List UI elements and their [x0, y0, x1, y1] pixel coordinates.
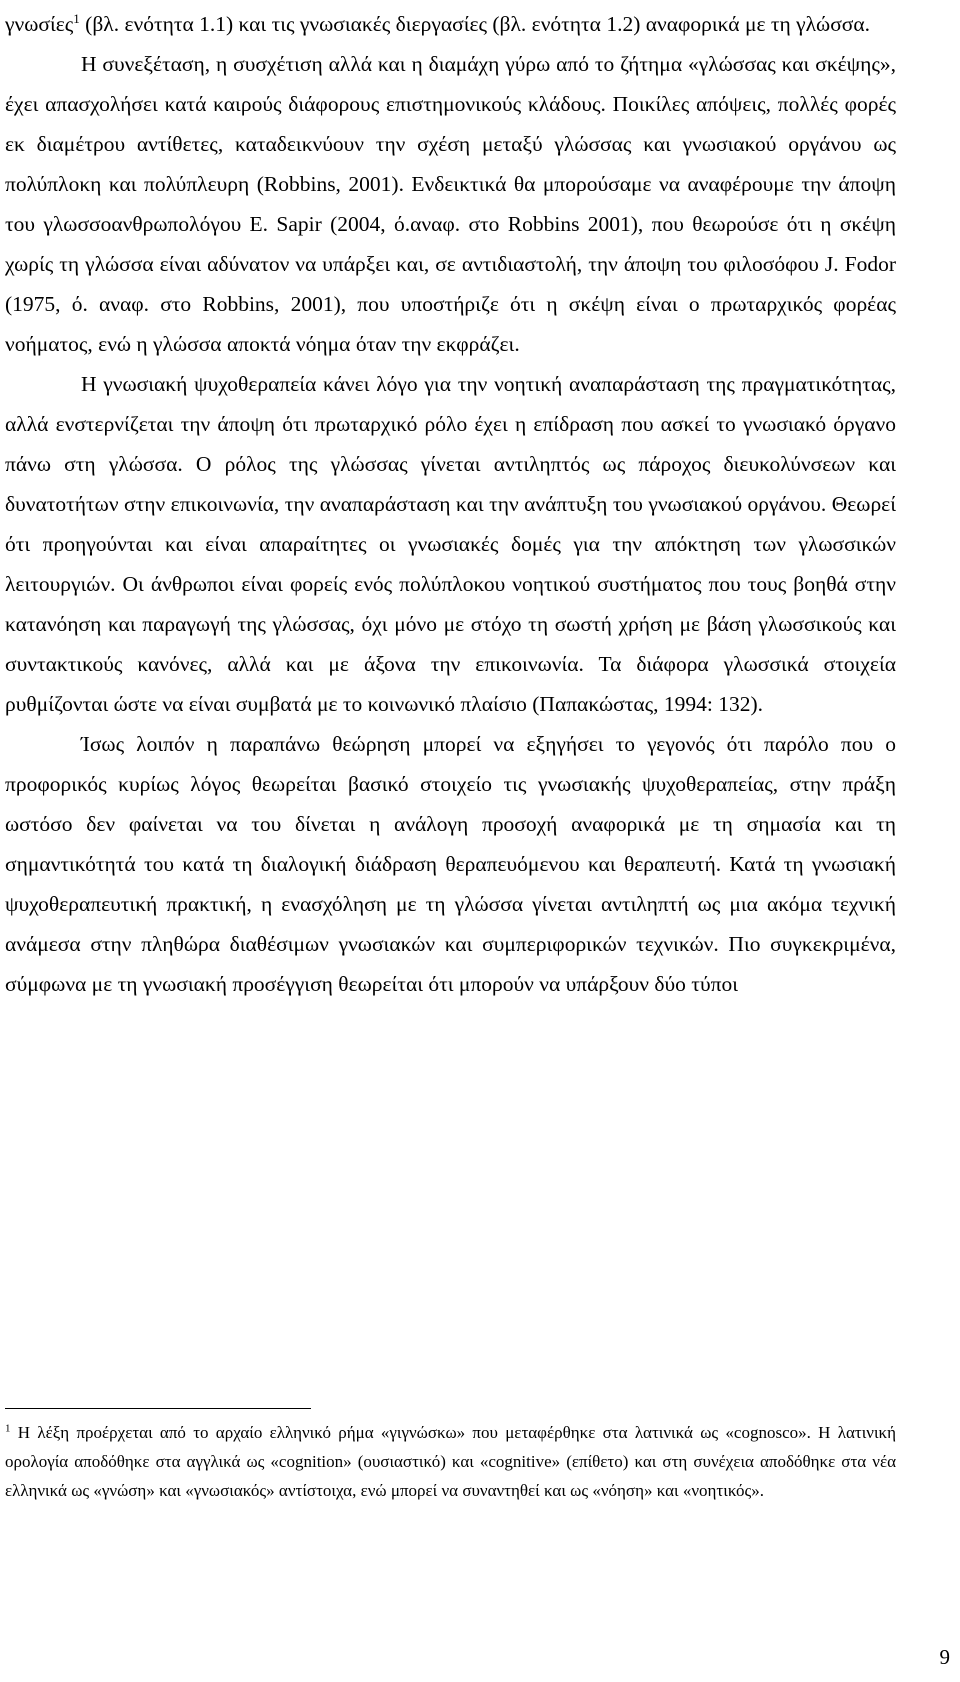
paragraph-text: (βλ. ενότητα 1.1) και τις γνωσιακές διεργασίες (βλ. ενότητα 1.2) αναφορικά με τη γλώσσα.	[79, 12, 871, 36]
paragraph-language-and-thought: Η συνεξέταση, η συσχέτιση αλλά και η διαμάχη γύρω από το ζήτημα «γλώσσας και σκέψης», έχει απασχολήσει κατά καιρούς διάφορους επιστημονικούς κλάδους. Ποικίλες απόψεις, πολλές φορές εκ διαμέτρου αντίθετες, καταδεικνύουν την σχέση μεταξύ γλώσσας και γνωσιακού οργάνου ως πολύπλοκη και πολύπλευρη (Robbins, 2001). Ενδεικτικά θα μπορούσαμε να αναφέρουμε την άποψη του γλωσσοανθρωπολόγου E. Sapir (2004, ό.αναφ. στο Robbins 2001), που θεωρούσε ότι η σκέψη χωρίς τη γλώσσα είναι αδύνατον να υπάρξει και, σε αντιδιαστολή, την άποψη του φιλοσόφου J. Fodor (1975, ό. αναφ. στο Robbins, 2001), που υποστήριζε ότι η σκέψη είναι ο πρωταρχικός φορέας νοήματος, ενώ η γλώσσα αποκτά νόημα όταν την εκφράζει.	[5, 52, 896, 356]
footnote-separator	[5, 1408, 311, 1409]
footnote-marker: 1	[5, 1422, 11, 1435]
paragraph-oral-discourse: Ίσως λοιπόν η παραπάνω θεώρηση μπορεί να εξηγήσει το γεγονός ότι παρόλο που ο προφορικός κυρίως λόγος θεωρείται βασικό στοιχείο τις γνωσιακής ψυχοθεραπείας, στην πράξη ωστόσο δεν φαίνεται να του δίνεται η ανάλογη προσοχή αναφορικά με τη σημασία και τη σημαντικότητά του κατά τη διαλογική διάδραση θεραπευόμενου και θεραπευτή. Κατά τη γνωσιακή ψυχοθεραπευτική πρακτική, η ενασχόληση με τη γλώσσα γίνεται αντιληπτή ως μια ακόμα τεχνική ανάμεσα στην πληθώρα διαθέσιμων γνωσιακών και συμπεριφορικών τεχνικών. Πιο συγκεκριμένα, σύμφωνα με τη γνωσιακή προσέγγιση θεωρείται ότι μπορούν να υπάρξουν δύο τύποι	[5, 732, 896, 996]
page-number: 9	[939, 1645, 950, 1669]
footnote-reference[interactable]: 1	[73, 10, 80, 26]
paragraph-text: γνωσίες	[5, 12, 74, 36]
footnote	[5, 1418, 896, 1505]
paragraph-cognitive-psychotherapy: Η γνωσιακή ψυχοθεραπεία κάνει λόγο για την νοητική αναπαράσταση της πραγματικότητας, αλλά ενστερνίζεται την άποψη ότι πρωταρχικό ρόλο έχει η επίδραση που ασκεί το γνωσιακό όργανο πάνω στη γλώσσα. Ο ρόλος της γλώσσας γίνεται αντιληπτός ως πάροχος διευκολύνσεων και δυνατοτήτων στην επικοινωνία, την αναπαράσταση και την ανάπτυξη του γνωσιακού οργάνου. Θεωρεί ότι προηγούνται και είναι απαραίτητες οι γνωσιακές δομές για την απόκτηση των γλωσσικών λειτουργιών. Οι άνθρωποι είναι φορείς ενός πολύπλοκου νοητικού συστήματος που τους βοηθά στην κατανόηση και παραγωγή της γλώσσας, όχι μόνο με στόχο τη σωστή χρήση με βάση γλωσσικούς και συντακτικούς κανόνες, αλλά και με άξονα την επικοινωνία. Τα διάφορα γλωσσικά στοιχεία ρυθμίζονται ώστε να είναι συμβατά με το κοινωνικό πλαίσιο (Παπακώστας, 1994: 132).	[5, 372, 896, 716]
footnote-text: Η λέξη προέρχεται από το αρχαίο ελληνικό ρήμα «γιγνώσκω» που μεταφέρθηκε στα λατινικά ως «cognosco». Η λατινική ορολογία αποδόθηκε στα αγγλικά ως «cognition» (ουσιαστικό) και «cognitive» (επίθετο) και στη συνέχεια αποδόθηκε στα νέα ελληνικά ως «γνώση» και «γνωσιακός» αντίστοιχα, ενώ μπορεί να συναντηθεί και ως «νόηση» και «νοητικός».	[5, 1423, 896, 1500]
document-body	[5, 4, 896, 1004]
paragraph-continuation	[5, 4, 896, 44]
